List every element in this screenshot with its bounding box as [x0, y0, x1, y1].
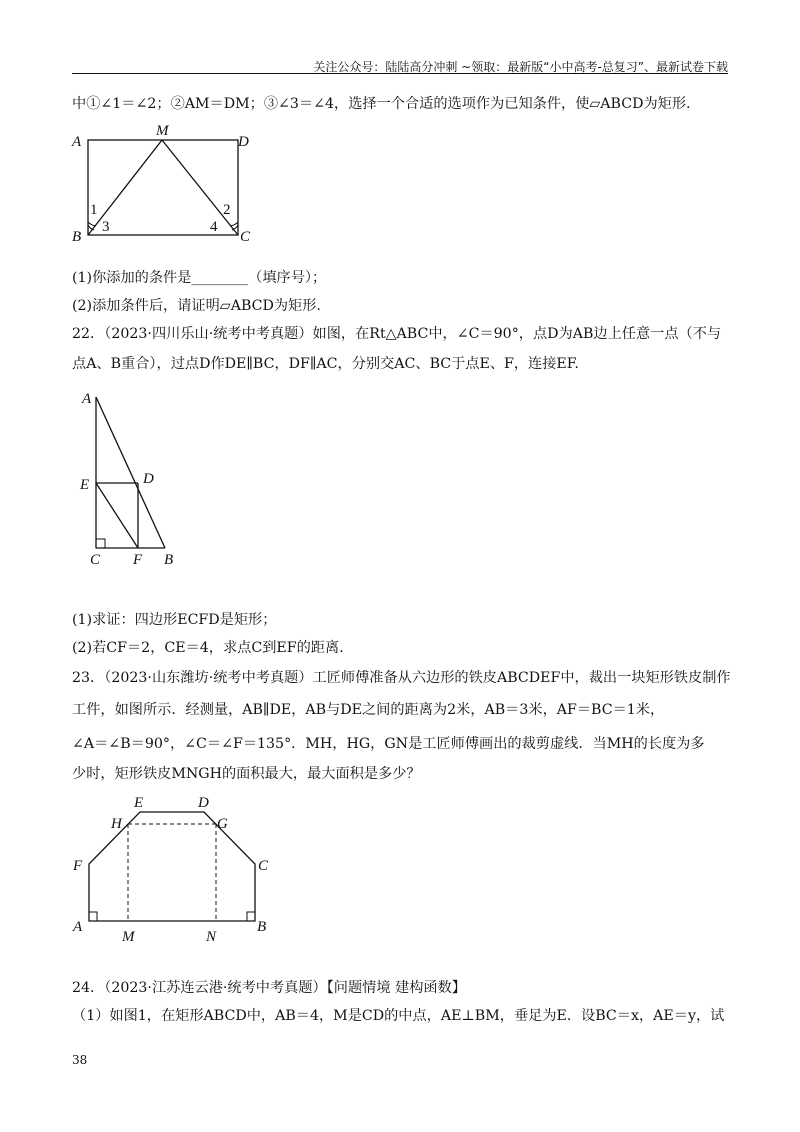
q23-line4: 少时，矩形铁皮MNGH的面积最大，最大面积是多少？: [72, 766, 421, 782]
q23-label-G: G: [217, 816, 228, 832]
q21-angle-1: 1: [90, 202, 98, 218]
q23-label-H: H: [111, 816, 122, 832]
q21-figure-rectangle: [60, 118, 270, 248]
q21-label-A: A: [72, 134, 82, 150]
q22-label-C: C: [90, 552, 101, 568]
q21-part2: (2)添加条件后，请证明▱ABCD为矩形.: [72, 298, 321, 314]
q21-angle-4: 4: [210, 219, 218, 235]
q24-line1: 24．（2023·江苏连云港·统考中考真题）【问题情境 建构函数】: [72, 980, 466, 996]
header-rule: [72, 73, 728, 74]
q23-line3: ∠A＝∠B＝90°，∠C＝∠F＝135°．MH，HG，GN是工匠师傅画出的裁剪虚线．当MH的长度为多: [72, 736, 705, 752]
q22-line2: 点A、B重合），过点D作DE∥BC，DF∥AC，分别交AC、BC于点E、F，连接EF.: [72, 356, 579, 372]
q21-label-M: M: [156, 123, 169, 139]
q21-part1: (1)你添加的条件是________（填序号）；: [72, 270, 327, 286]
q22-line1: 22．（2023·四川乐山·统考中考真题）如图，在Rt△ABC中，∠C＝90°，点D为AB边上任意一点（不与: [72, 326, 722, 342]
q22-figure-triangle: [70, 385, 190, 570]
q23-label-M: M: [122, 929, 135, 945]
q21-label-D: D: [238, 134, 249, 150]
q22-label-D: D: [143, 471, 154, 487]
page-number: 38: [72, 1053, 88, 1067]
q22-label-B: B: [164, 552, 174, 568]
q22-label-E: E: [80, 477, 90, 493]
q22-label-A: A: [82, 391, 92, 407]
q23-label-F: F: [73, 858, 83, 874]
q23-label-N: N: [206, 929, 217, 945]
q22-part2: (2)若CF＝2，CE＝4，求点C到EF的距离.: [72, 640, 344, 656]
q21-label-B: B: [72, 229, 82, 245]
q22-label-F: F: [133, 552, 143, 568]
q21-angle-2: 2: [223, 202, 231, 218]
page-header: 关注公众号：陆陆高分冲刺 ~领取：最新版“小中高考-总复习”、最新试卷下载: [313, 60, 728, 74]
q23-label-A: A: [73, 919, 83, 935]
q24-line2: （1）如图1，在矩形ABCD中，AB＝4，M是CD的中点，AE⊥BM，垂足为E．设BC＝x，AE＝y，试: [72, 1008, 725, 1024]
q23-figure-hexagon: [65, 790, 285, 950]
q22-part1: (1)求证：四边形ECFD是矩形；: [72, 612, 277, 628]
q23-line1: 23．（2023·山东潍坊·统考中考真题）工匠师傅准备从六边形的铁皮ABCDEF中，裁出一块矩形铁皮制作: [72, 670, 731, 686]
q23-line2: 工件，如图所示．经测量，AB∥DE，AB与DE之间的距离为2米，AB＝3米，AF＝BC＝1米，: [72, 702, 665, 718]
q21-intro: 中①∠1＝∠2；②AM＝DM；③∠3＝∠4，选择一个合适的选项作为已知条件，使▱ABCD为矩形.: [72, 96, 691, 112]
q21-label-C: C: [240, 229, 251, 245]
q23-label-B: B: [257, 919, 267, 935]
q23-label-C: C: [258, 858, 269, 874]
q23-label-E: E: [134, 795, 144, 811]
q23-label-D: D: [198, 795, 209, 811]
q21-angle-3: 3: [102, 219, 110, 235]
